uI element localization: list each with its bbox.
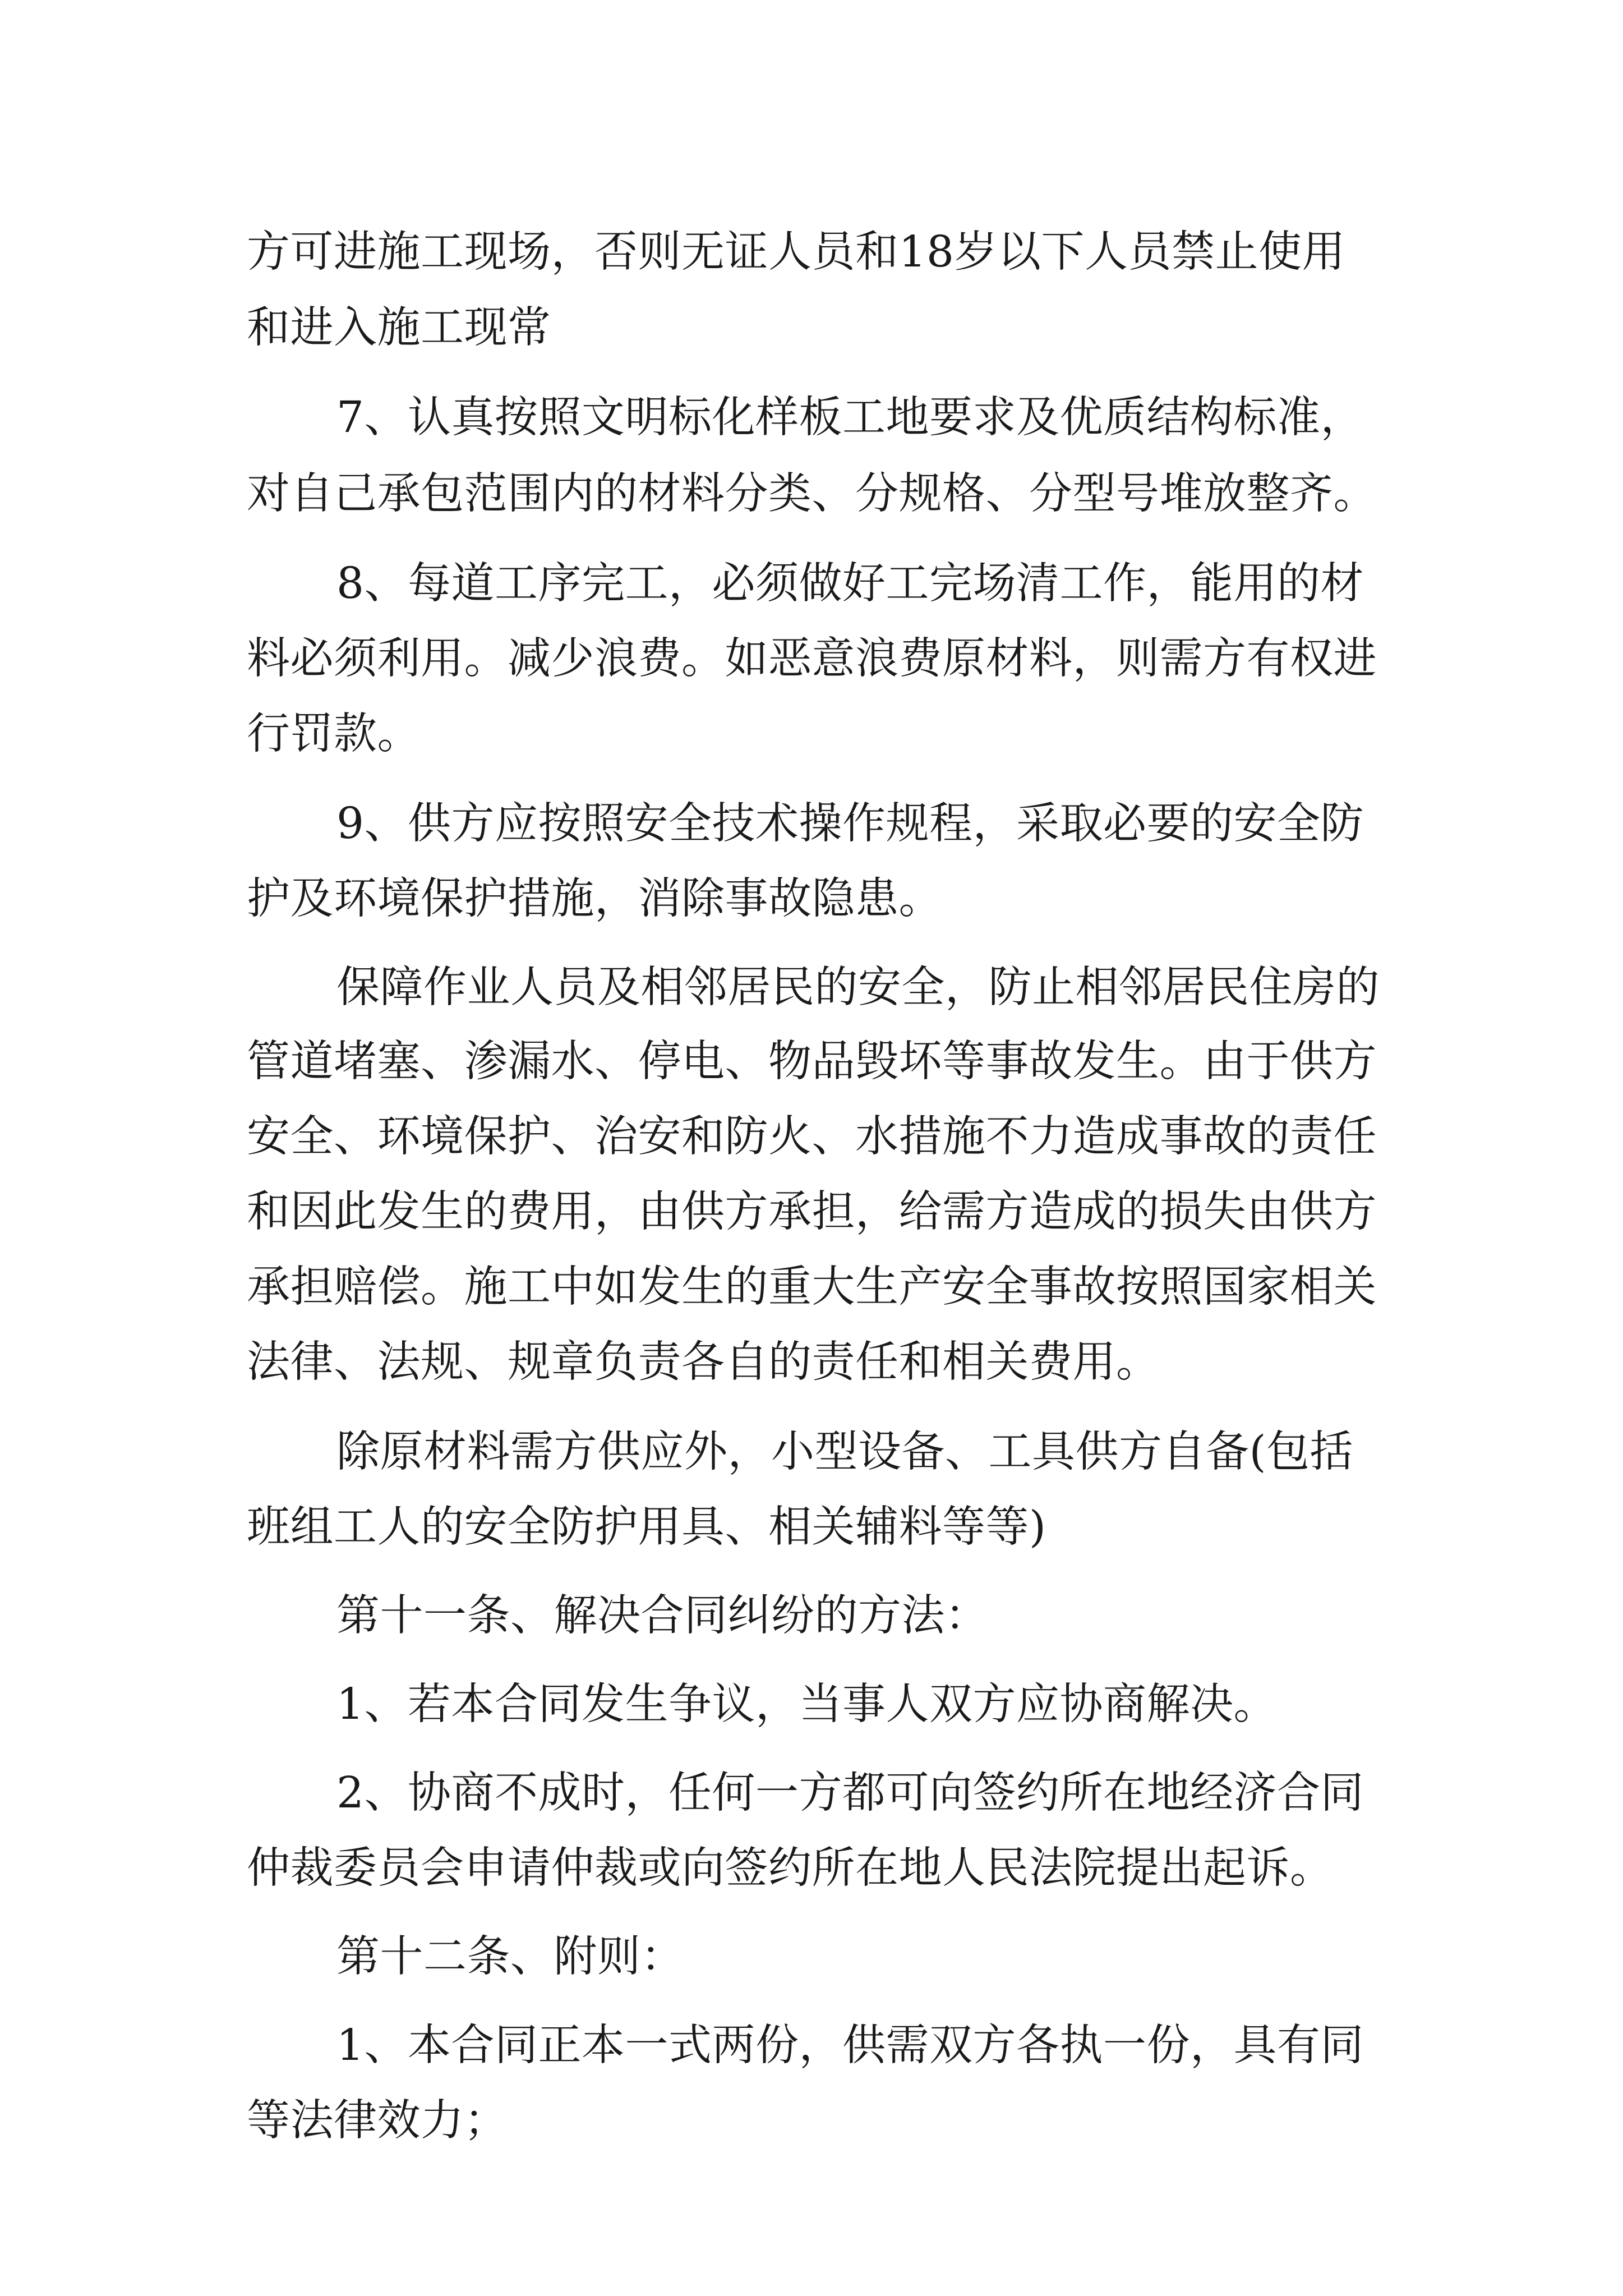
text-line: 方可进施工现场，否则无证人员和18岁以下人员禁止使用	[247, 227, 1345, 277]
text-line: 管道堵塞、渗漏水、停电、物品毁坏等事故发生。由于供方	[247, 1037, 1377, 1087]
text-line: 护及环境保护措施，消除事故隐患。	[247, 874, 942, 924]
text-line: 料必须利用。减少浪费。如恶意浪费原材料，则需方有权进	[247, 634, 1377, 684]
text-line: 9、供方应按照安全技术操作规程，采取必要的安全防	[336, 799, 1364, 849]
section-heading: 第十二条、附则：	[336, 1932, 684, 1982]
text-line: 法律、法规、规章负责各自的责任和相关费用。	[247, 1337, 1160, 1387]
text-line: 对自己承包范围内的材料分类、分规格、分型号堆放整齐。	[247, 469, 1377, 519]
text-line: 和因此发生的费用，由供方承担，给需方造成的损失由供方	[247, 1187, 1377, 1237]
text-line: 承担赔偿。施工中如发生的重大生产安全事故按照国家相关	[247, 1262, 1377, 1312]
text-line: 保障作业人员及相邻居民的安全，防止相邻居民住房的	[336, 963, 1380, 1013]
text-line: 7、认真按照文明标化样板工地要求及优质结构标准，	[336, 393, 1364, 443]
text-line: 等法律效力；	[247, 2096, 508, 2146]
text-line: 仲裁委员会申请仲裁或向签约所在地人民法院提出起诉。	[247, 1843, 1334, 1893]
text-line: 安全、环境保护、治安和防火、水措施不力造成事故的责任	[247, 1112, 1377, 1162]
text-line: 1、若本合同发生争议，当事人双方应协商解决。	[336, 1680, 1277, 1729]
text-line: 2、协商不成时，任何一方都可向签约所在地经济合同	[336, 1768, 1364, 1818]
text-line: 班组工人的安全防护用具、相关辅料等等)	[247, 1502, 1046, 1552]
text-line: 8、每道工序完工，必须做好工完场清工作，能用的材	[336, 559, 1364, 609]
text-line: 除原材料需方供应外，小型设备、工具供方自备(包括	[336, 1427, 1354, 1477]
text-line: 行罚款。	[247, 709, 421, 759]
section-heading: 第十一条、解决合同纠纷的方法：	[336, 1591, 989, 1641]
text-line: 和进入施工现常	[247, 303, 551, 353]
text-line: 1、本合同正本一式两份，供需双方各执一份，具有同	[336, 2021, 1364, 2070]
